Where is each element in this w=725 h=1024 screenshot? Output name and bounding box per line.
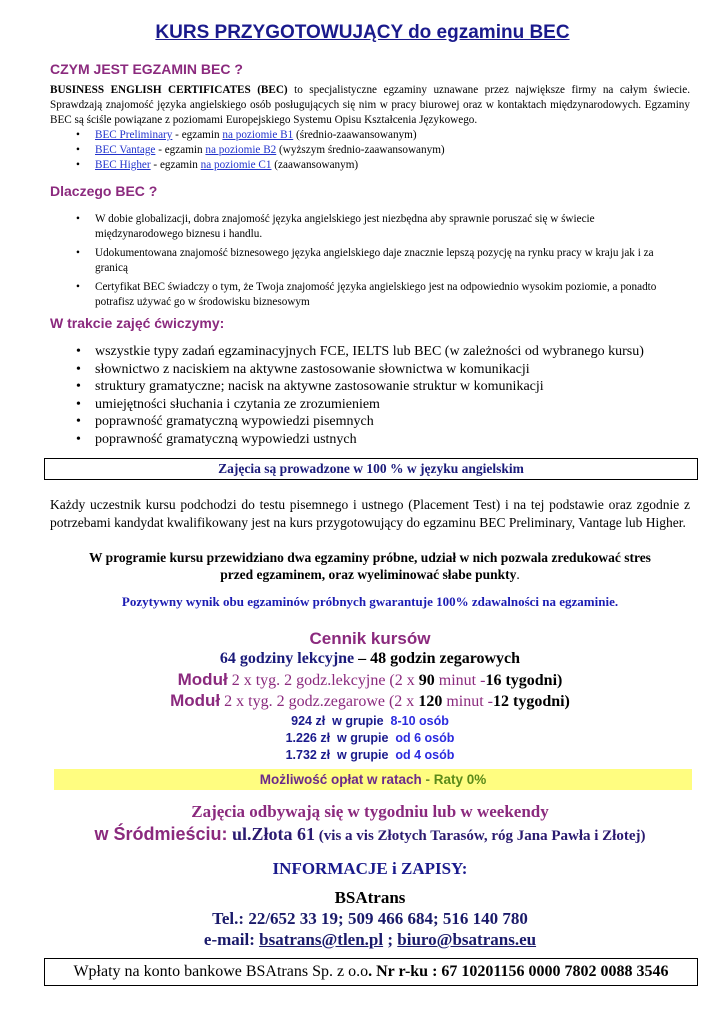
list-item-text: - egzamin <box>155 144 206 156</box>
section-heading-why-bec: Dlaczego BEC ? <box>50 183 158 199</box>
installments-sep: - <box>421 772 434 787</box>
link-bec-preliminary[interactable]: BEC Preliminary <box>95 129 173 141</box>
location <box>20 824 720 845</box>
module-2-text-2: minut - <box>442 693 493 710</box>
installments-banner <box>54 769 692 790</box>
list-item: • wszystkie typy zadań egzaminacyjnych FCE, IELTS lub BEC (w zależności od wybranego kursu) <box>76 343 696 361</box>
price: 1.732 zł <box>285 748 331 762</box>
page-title: KURS PRZYGOTOWUJĄCY do egzaminu BEC <box>155 22 570 43</box>
bank-account-box <box>44 958 698 986</box>
pricing-heading: Cennik kursów <box>309 629 431 648</box>
module-1-label: Moduł <box>177 670 228 689</box>
price-group: w grupie <box>325 714 391 728</box>
link-level-b1[interactable]: na poziomie B1 <box>222 129 294 141</box>
price-row <box>40 713 700 730</box>
section-heading-what-is-bec: CZYM JEST EGZAMIN BEC ? <box>50 61 243 77</box>
email-label: e-mail: <box>203 930 260 949</box>
list-item-text: (wyższym średnio-zaawansowanym) <box>276 144 445 156</box>
price-group: w grupie <box>330 731 396 745</box>
schedule-text: Zajęcia odbywają się w tygodniu lub w weekendy <box>191 802 549 821</box>
list-item <box>76 158 696 173</box>
exercises-list <box>76 343 696 449</box>
price: 924 zł <box>291 714 326 728</box>
trial-exams-line-2: przed egzaminem, oraz wyeliminować słabe punkty <box>220 567 517 582</box>
price-group: w grupie <box>330 748 396 762</box>
trial-exams-line-2-wrap <box>40 566 700 583</box>
bec-description <box>50 83 690 128</box>
list-item: • Certyfikat BEC świadczy o tym, że Twoja znajomość języka angielskiego jest na odpowiednio wysokim poziomie, a ponadto potrafisz używać go w środowisku biznesowym <box>76 280 681 310</box>
price-group-size: od 4 osób <box>395 748 455 762</box>
trial-exams-period: . <box>516 567 520 582</box>
price-group-size: 8-10 osób <box>390 714 449 728</box>
installments-zero: Raty 0% <box>433 772 487 787</box>
link-bec-higher[interactable]: BEC Higher <box>95 159 151 171</box>
info-heading: INFORMACJE i ZAPISY: <box>272 859 468 878</box>
installments-text: Możliwość opłat w ratach <box>259 772 422 787</box>
email-link-tlen[interactable]: bsatrans@tlen.pl <box>259 930 384 949</box>
company-name: BSAtrans <box>334 888 406 907</box>
bec-levels-list <box>76 128 696 173</box>
list-item <box>76 128 696 143</box>
module-2-label: Moduł <box>170 691 221 710</box>
email-separator: ; <box>383 930 398 949</box>
bec-description-text: to specjalistyczne egzaminy uznawane przez największe firmy na całym świecie. Sprawdzają znajomość języka angielskiego osób posługujących się nim w pracy biurowej oraz w kontaktach międzynarodowych. Egzaminy BEC są ściśle powiązane z poziomami Europejskiego Systemu Opisu Kształcenia Językowego. <box>50 84 690 126</box>
list-item: • słownictwo z naciskiem na aktywne zastosowanie słownictwa w komunikacji <box>76 361 696 379</box>
bank-account-label: Wpłaty na konto bankowe BSAtrans Sp. z o.o <box>73 963 369 980</box>
why-bec-list <box>76 212 681 314</box>
list-item: • W dobie globalizacji, dobra znajomość języka angielskiego jest niezbędna aby sprawnie poruszać się w świecie międzynarodowego biznesu i handlu. <box>76 212 681 242</box>
placement-test-paragraph: Każdy uczestnik kursu podchodzi do testu pisemnego i ustnego (Placement Test) i na tej podstawie oraz zgodnie z potrzebami kandydat kwalifikowany jest na kurs przygotowujący do egzaminu BEC Preliminary, Vantage lub Higher. <box>50 497 690 530</box>
link-bec-vantage[interactable]: BEC Vantage <box>95 144 156 156</box>
module-2-weeks: 12 tygodni) <box>492 693 570 710</box>
module-2 <box>30 691 710 711</box>
bec-full-name: BUSINESS ENGLISH CERTIFICATES (BEC) <box>50 84 288 96</box>
list-item-text: - egzamin <box>150 159 201 171</box>
price-list <box>40 713 700 764</box>
phone-numbers: Tel.: 22/652 33 19; 509 466 684; 516 140 780 <box>212 909 528 928</box>
section-heading-exercises: W trakcie zajęć ćwiczymy: <box>50 315 225 331</box>
location-street: ul.Złota 61 <box>227 824 316 844</box>
module-1-text: 2 x tyg. 2 godz.lekcyjne (2 x <box>227 672 419 689</box>
module-2-text: 2 x tyg. 2 godz.zegarowe (2 x <box>220 693 419 710</box>
module-2-minutes: 120 <box>418 693 443 710</box>
price: 1.226 zł <box>285 731 331 745</box>
list-item: • umiejętności słuchania i czytania ze zrozumieniem <box>76 396 696 414</box>
list-item: • Udokumentowana znajomość biznesowego języka angielskiego daje znacznie lepszą pozycję na rynku pracy w kraju jak i za granicą <box>76 246 681 276</box>
location-district: w Śródmieściu: <box>94 824 228 844</box>
english-only-box: Zajęcia są prowadzone w 100 % w języku angielskim <box>44 458 698 480</box>
email-line <box>40 930 700 950</box>
course-hours-clock: – 48 godzin zegarowych <box>354 650 521 667</box>
price-group-size: od 6 osób <box>395 731 455 745</box>
module-1 <box>30 670 710 690</box>
price-row <box>40 730 700 747</box>
email-link-bsatrans[interactable]: biuro@bsatrans.eu <box>397 930 537 949</box>
course-hours <box>40 650 700 668</box>
guarantee-text: Pozytywny wynik obu egzaminów próbnych gwarantuje 100% zdawalności na egzaminie. <box>121 594 619 609</box>
bank-account-number: . Nr r-ku : 67 10201156 0000 7802 0088 3546 <box>368 963 669 980</box>
module-1-text-2: minut - <box>434 672 486 689</box>
module-1-weeks: 16 tygodni) <box>485 672 563 689</box>
list-item-text: (średnio-zaawansowanym) <box>293 129 417 141</box>
module-1-minutes: 90 <box>418 672 435 689</box>
list-item: • poprawność gramatyczną wypowiedzi ustnych <box>76 431 696 449</box>
list-item <box>76 143 696 158</box>
price-row <box>40 747 700 764</box>
course-hours-lessons: 64 godziny lekcyjne <box>219 650 355 667</box>
trial-exams-line-1: W programie kursu przewidziano dwa egzaminy próbne, udział w nich pozwala zredukować stres <box>89 550 651 565</box>
link-level-c1[interactable]: na poziomie C1 <box>200 159 272 171</box>
location-details: (vis a vis Złotych Tarasów, róg Jana Pawła i Złotej) <box>315 828 646 844</box>
list-item: • poprawność gramatyczną wypowiedzi pisemnych <box>76 413 696 431</box>
list-item-text: - egzamin <box>172 129 223 141</box>
trial-exams-text <box>40 549 700 583</box>
list-item: • struktury gramatyczne; nacisk na aktywne zastosowanie struktur w komunikacji <box>76 378 696 396</box>
list-item-text: (zaawansowanym) <box>271 159 359 171</box>
link-level-b2[interactable]: na poziomie B2 <box>205 144 277 156</box>
